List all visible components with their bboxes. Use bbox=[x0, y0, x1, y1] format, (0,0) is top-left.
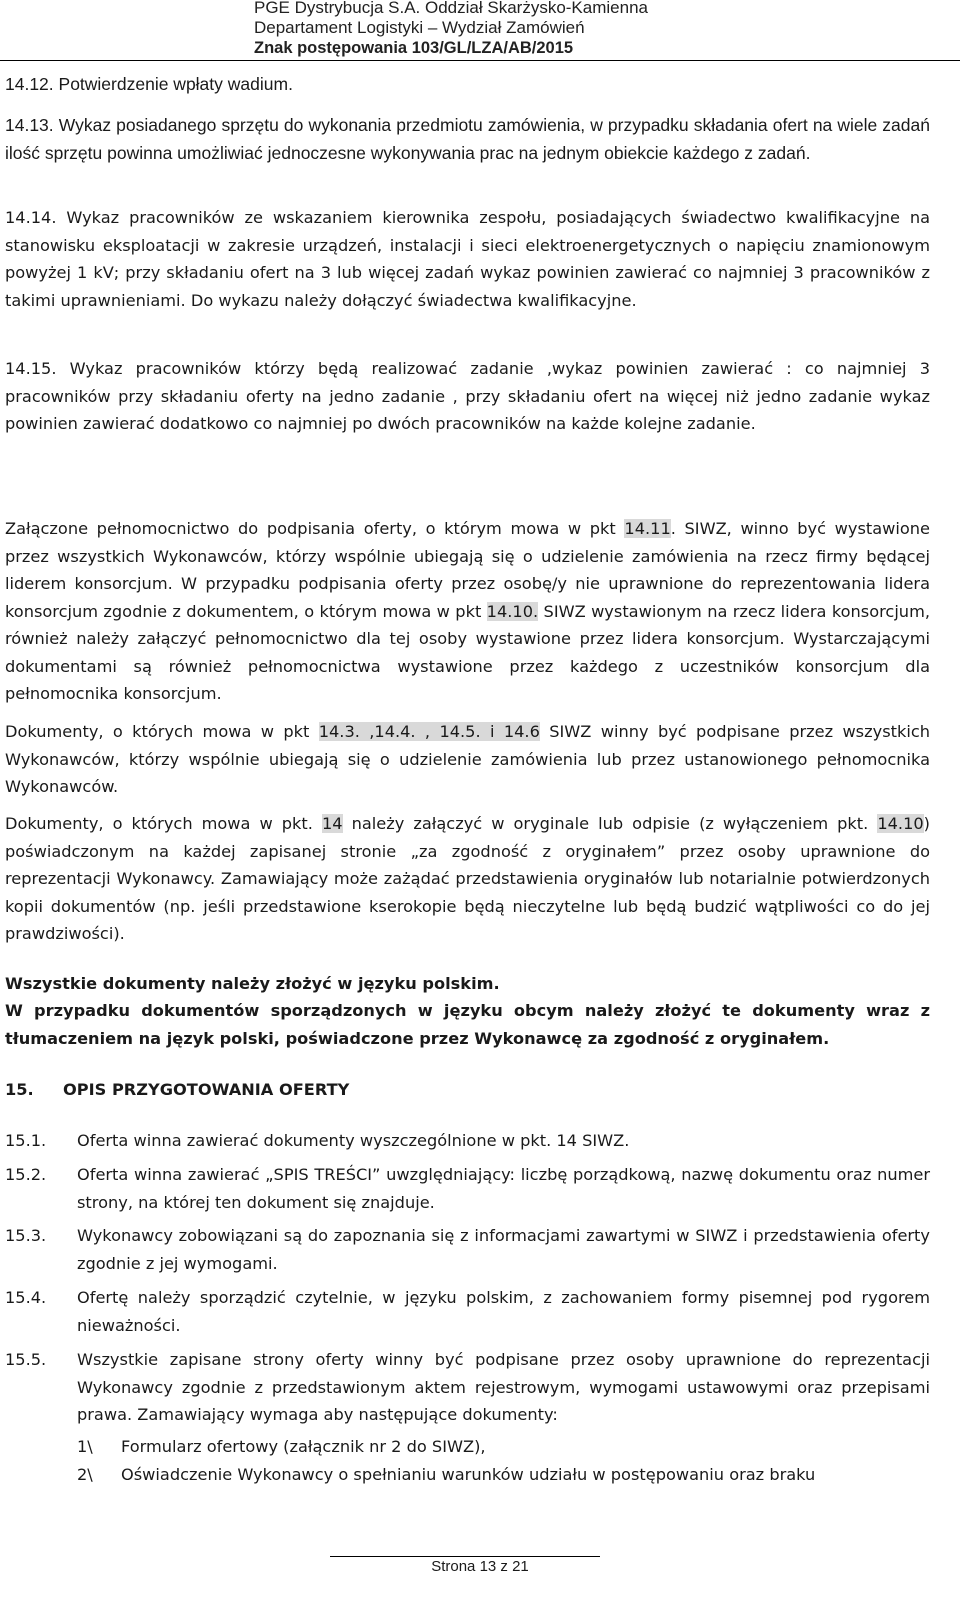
text-run: Dokumenty, o których mowa w pkt. bbox=[5, 814, 322, 833]
subitem-number: 2\ bbox=[77, 1465, 93, 1484]
reference-14-10: 14.10. bbox=[486, 601, 539, 621]
header-case-number: Znak postępowania 103/GL/LZA/AB/2015 bbox=[254, 39, 574, 57]
subitem-1 bbox=[77, 1433, 930, 1461]
subitem-text: Formularz ofertowy (załącznik nr 2 do SIWZ), bbox=[121, 1437, 486, 1456]
item-14-12: 14.12. Potwierdzenie wpłaty wadium. bbox=[5, 74, 293, 94]
text-run: . SIWZ, winno być wystawione przez wszystkich Wykonawców, którzy wspólnie ubiegają się o udzielenie zamówienia na rzecz firmy będącej liderem konsorcjum. W przypadku podpisania oferty przez osobę/y nie uprawnione do reprezentowania lidera konsorcjum zgodnie z dokumentem, o którym mowa w pkt bbox=[5, 519, 931, 621]
item-number: 15.1. bbox=[5, 1131, 47, 1150]
text-run: Załączone pełnomocnictwo do podpisania oferty, o którym mowa w pkt bbox=[5, 519, 625, 538]
section-number: 15. bbox=[5, 1080, 34, 1099]
reference-14-11: 14.11 bbox=[624, 519, 671, 538]
item-15-1 bbox=[5, 1127, 930, 1155]
item-text: Ofertę należy sporządzić czytelnie, w języku polskim, z zachowaniem formy pisemnej pod rygorem nieważności. bbox=[77, 1288, 930, 1335]
item-15-5 bbox=[5, 1346, 930, 1429]
text-run: SIWZ wystawionym na rzecz lidera konsorcjum, również należy załączyć pełnomocnictwo dla tej osoby wystawione przez lidera konsorcjum. Wystarczającymi dokumentami są również pełnomocnictwa wystawione przez każdego z uczestników konsorcjum dla pełnomocnika konsorcjum. bbox=[5, 601, 930, 703]
item-number: 15.5. bbox=[5, 1350, 47, 1369]
subitem-2 bbox=[77, 1461, 930, 1489]
text-run: SIWZ winny być podpisane przez wszystkich Wykonawców, którzy wspólnie ubiegają się o udzielenie zamówienia lub przez ustanowionego pełnomocnika Wykonawców. bbox=[5, 722, 931, 796]
item-14-13: 14.13. Wykaz posiadanego sprzętu do wykonania przedmiotu zamówienia, w przypadku składania ofert na wiele zadań ilość sprzętu powinna umożliwiać jednoczesne wykonywania prac na jednym obiekcie każdego z zadań. bbox=[5, 115, 930, 163]
section-title: OPIS PRZYGOTOWANIA OFERTY bbox=[63, 1080, 350, 1099]
bold-language-requirement: Wszystkie dokumenty należy złożyć w języku polskim. bbox=[5, 974, 500, 993]
subitem-number: 1\ bbox=[77, 1437, 93, 1456]
text-run: Dokumenty, o których mowa w pkt bbox=[5, 722, 319, 741]
page-header bbox=[0, 0, 960, 61]
header-company: PGE Dystrybucja S.A. Oddział Skarżysko-Kamienna bbox=[254, 0, 648, 17]
paragraph-power-of-attorney bbox=[5, 515, 930, 708]
reference-14: 14 bbox=[321, 814, 343, 833]
bold-translation-requirement: W przypadku dokumentów sporządzonych w języku obcym należy złożyć te dokumenty wraz z tłumaczeniem na język polski, poświadczone przez Wykonawcę za zgodność z oryginałem. bbox=[5, 1001, 930, 1048]
text-run: ) poświadczonym na każdej zapisanej stronie „za zgodność z oryginałem” przez osoby uprawnione do reprezentacji Wykonawcy. Zamawiający może zażądać przedstawienia oryginałów lub notarialnie potwierdzonych kopii dokumentów (np. jeśli przedstawione kserokopie będą nieczytelne lub będą budzić wątpliwości co do jej prawdziwości). bbox=[5, 814, 930, 943]
footer-rule bbox=[330, 1556, 600, 1557]
paragraph-originals bbox=[5, 810, 930, 948]
text-run: należy załączyć w oryginale lub odpisie (z wyłączeniem pkt. bbox=[342, 814, 878, 833]
page-number: Strona 13 z 21 bbox=[431, 1558, 529, 1575]
header-department: Departament Logistyki – Wydział Zamówień bbox=[254, 18, 585, 37]
reference-14-10: 14.10 bbox=[877, 814, 924, 833]
item-text: Wykonawcy zobowiązani są do zapoznania się z informacjami zawartymi w SIWZ i przedstawienia oferty zgodnie z jej wymogami. bbox=[77, 1226, 930, 1273]
item-text: Wszystkie zapisane strony oferty winny być podpisane przez osoby uprawnione do reprezentacji Wykonawcy zgodnie z przedstawionym aktem rejestrowym, wymogami ustawowymi oraz przepisami prawa. Zamawiający wymaga aby następujące dokumenty: bbox=[77, 1350, 930, 1424]
paragraph-documents-signing bbox=[5, 718, 930, 801]
item-14-14: 14.14. Wykaz pracowników ze wskazaniem kierownika zespołu, posiadających świadectwo kwalifikacyjne na stanowisku eksploatacji w zakresie urządzeń, instalacji i sieci elektroenergetycznych o napięciu znamionowym powyżej 1 kV; przy składaniu ofert na 3 lub więcej zadań wykaz powinien zawierać co najmniej 3 pracowników z takimi uprawnieniami. Do wykazu należy dołączyć świadectwa kwalifikacyjne. bbox=[5, 208, 930, 310]
item-15-2 bbox=[5, 1161, 930, 1216]
item-number: 15.2. bbox=[5, 1165, 47, 1184]
section-15-heading bbox=[5, 1076, 349, 1103]
item-text: Oferta winna zawierać „SPIS TREŚCI” uwzględniający: liczbę porządkową, nazwę dokumentu oraz numer strony, na której ten dokument się znajduje. bbox=[77, 1165, 930, 1212]
item-number: 15.3. bbox=[5, 1226, 47, 1245]
item-14-15: 14.15. Wykaz pracowników którzy będą realizować zadanie ,wykaz powinien zawierać : co najmniej 3 pracowników przy składaniu oferty na jedno zadanie , przy składaniu ofert na więcej niż jedno zadanie wykaz powinien zawierać dodatkowo co najmniej po dwóch pracowników na każde kolejne zadanie. bbox=[5, 359, 930, 433]
item-number: 15.4. bbox=[5, 1288, 47, 1307]
item-15-4 bbox=[5, 1284, 930, 1339]
subitem-text: Oświadczenie Wykonawcy o spełnianiu warunków udziału w postępowaniu oraz braku bbox=[121, 1465, 816, 1484]
item-15-3 bbox=[5, 1222, 930, 1277]
item-text: Oferta winna zawierać dokumenty wyszczególnione w pkt. 14 SIWZ. bbox=[77, 1131, 630, 1150]
reference-14-3-14-6: 14.3. ,14.4. , 14.5. i 14.6 bbox=[318, 722, 540, 741]
